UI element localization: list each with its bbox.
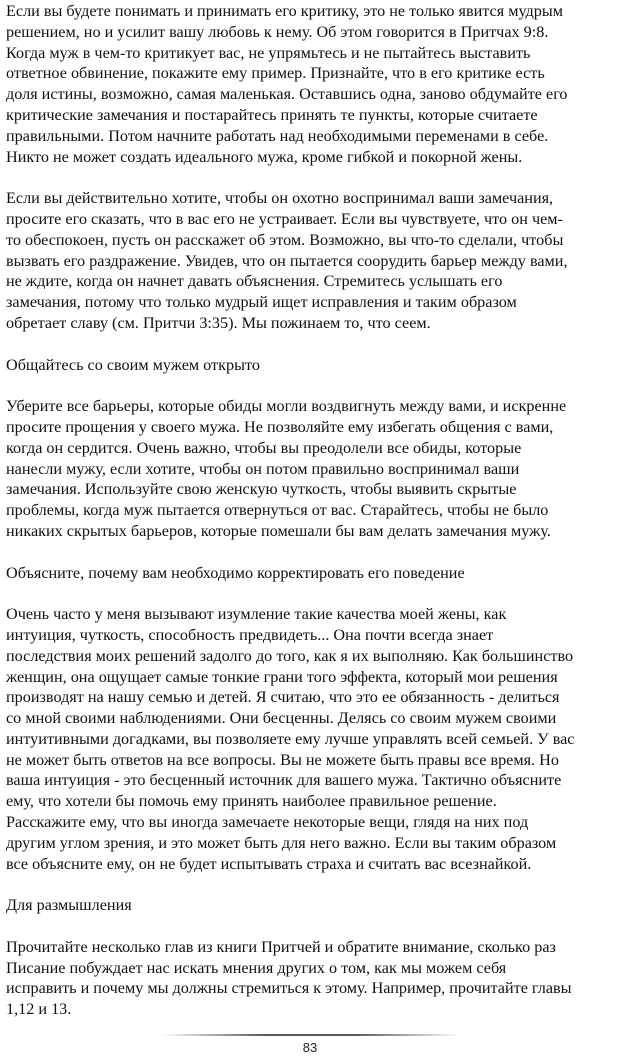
page-number: 83: [302, 1040, 318, 1055]
page-body: [6, 1, 612, 1041]
section-heading: Для размышления: [6, 896, 132, 915]
paragraph: Очень часто у меня вызывают изумление такие качества моей жены, как интуиция, чуткость, способность предвидеть... Она почти всегда знает последствия моих решений задолго до того, как я их выполняю. Как большинство женщин, она ощущает самые тонкие грани того эффекта, который мои решения производят на нашу семью и детей. Я считаю, что это ее обязанность - делиться со мной своими наблюдениями. Они бесценны. Делясь со своим мужем своими интуитивными догадками, вы позволяете ему лучше управлять всей семьей. У вас не может быть ответов на все вопросы. Вы не можете быть правы все время. Но ваша интуиция - это бесценный источник для вашего мужа. Тактично объясните ему, что хотели бы помочь ему принять наиболее правильное решение. Расскажите ему, что вы иногда замечаете некоторые вещи, глядя на них под другим углом зрения, и это может быть для него важно. Если вы таким образом все объясните ему, он не будет испытывать страха и считать вас всезнайкой.: [6, 605, 575, 873]
paragraph: Если вы будете понимать и принимать его критику, это не только явится мудрым решением, но и усилит вашу любовь к нему. Об этом говорится в Притчах 9:8. Когда муж в чем-то критикует вас, не упрямьтесь и не пытайтесь выставить ответное обвинение, покажите ему пример. Признайте, что в его критике есть доля истины, возможно, самая маленькая. Оставшись одна, заново обдумайте его критические замечания и постарайтесь принять те пункты, которые считаете правильными. Потом начните работать над необходимыми переменами в себе. Никто не может создать идеального мужа, кроме гибкой и покорной жены.: [6, 2, 568, 166]
paragraph: Уберите все барьеры, которые обиды могли воздвигнуть между вами, и искренне просите прощения у своего мужа. Не позволяйте ему избегать общения с вами, когда он сердится. Очень важно, чтобы вы преодолели все обиды, которые нанесли мужу, если хотите, чтобы он потом правильно воспринимал ваши замечания. Используйте свою женскую чуткость, чтобы выявить скрытые проблемы, когда муж пытается отвернуться от вас. Старайтесь, чтобы не было никаких скрытых барьеров, которые помешали бы вам делать замечания мужу.: [6, 397, 567, 540]
footer-divider: [160, 1034, 460, 1036]
section-heading: Общайтесь со своим мужем открыто: [6, 355, 260, 374]
paragraph: Прочитайте несколько глав из книги Притчей и обратите внимание, сколько раз Писание побуждает нас искать мнения других о том, как мы можем себя исправить и почему мы должны стремиться к этому. Например, прочитайте главы 1,12 и 13.: [6, 937, 572, 1019]
section-heading: Объясните, почему вам необходимо корректировать его поведение: [6, 563, 465, 582]
paragraph: Если вы действительно хотите, чтобы он охотно воспринимал ваши замечания, просите его сказать, что в вас его не устраивает. Если вы чувствуете, что он чем- то обеспокоен, пусть он расскажет об этом. Возможно, вы что-то сделали, чтобы вызвать его раздражение. Увидев, что он пытается соорудить барьер между вами, не ждите, когда он начнет давать объяснения. Стремитесь услышать его замечания, потому что только мудрый ищет исправления и таким образом обретает славу (см. Притчи 3:35). Мы пожинаем то, что сеем.: [6, 189, 568, 332]
